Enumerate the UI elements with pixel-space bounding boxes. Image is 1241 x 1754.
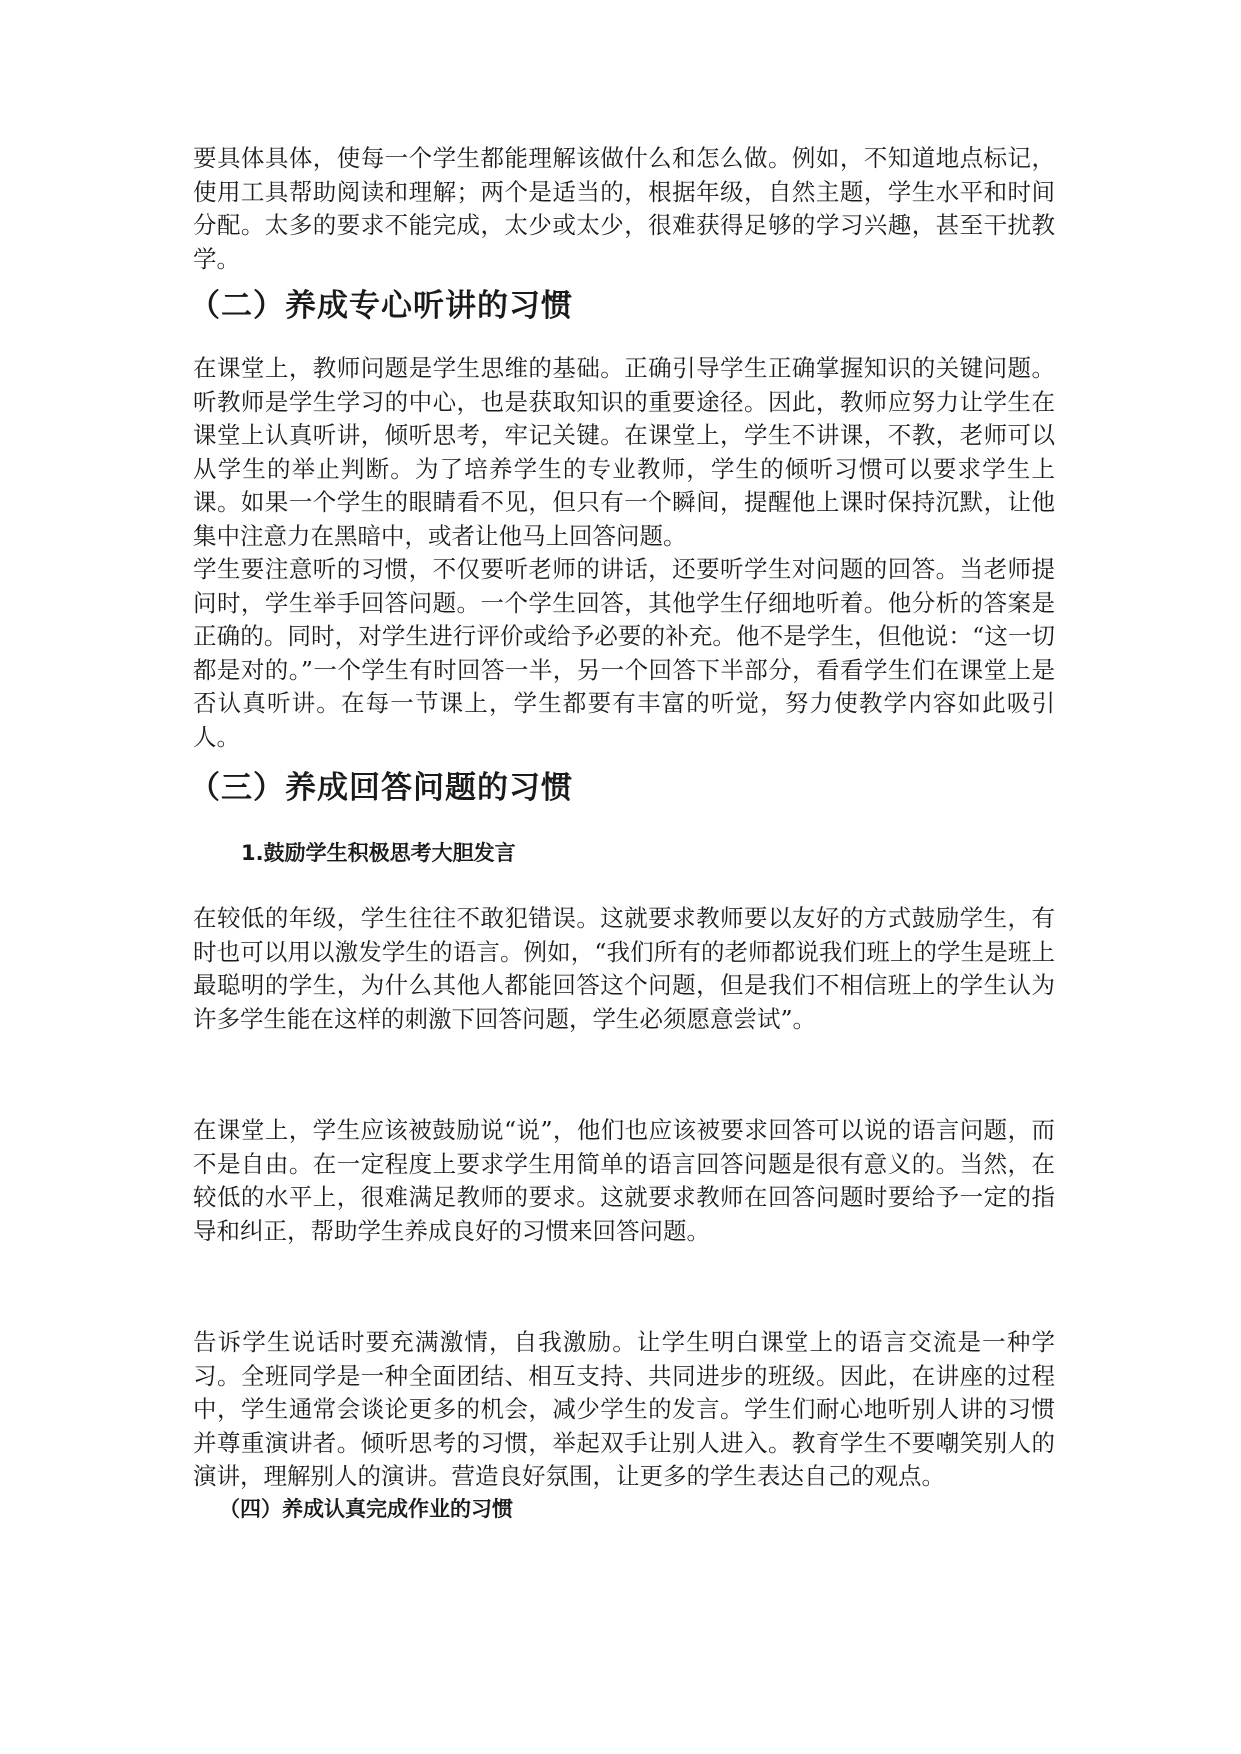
paragraph-lower-grades: 在较低的年级，学生往往不敢犯错误。这就要求教师要以友好的方式鼓励学生，有时也可以用以激发学生的语言。例如，“我们所有的老师都说我们班上的学生是班上最聪明的学生，为什么其他人都能回答这个问题，但是我们不相信班上的学生认为许多学生能在这样的刺激下回答问题，学生必须愿意尝试”。 xyxy=(193,904,1055,1033)
heading-listening-habit: （二）养成专心听讲的习惯 xyxy=(189,288,573,324)
paragraph-listen-to-answers: 学生要注意听的习惯，不仅要听老师的讲话，还要听学生对问题的回答。当老师提问时，学生举手回答问题。一个学生回答，其他学生仔细地听着。他分析的答案是正确的。同时，对学生进行评价或给予必要的补充。他不是学生，但他说：“这一切都是对的。”一个学生有时回答一半，另一个回答下半部分，看看学生们在课堂上是否认真听讲。在每一节课上，学生都要有丰富的听觉，努力使教学内容如此吸引人。 xyxy=(193,555,1055,751)
paragraph-passion-speaking: 告诉学生说话时要充满激情，自我激励。让学生明白课堂上的语言交流是一种学习。全班同学是一种全面团结、相互支持、共同进步的班级。因此，在讲座的过程中，学生通常会谈论更多的机会，减少学生的发言。学生们耐心地听别人讲的习惯并尊重演讲者。倾听思考的习惯，举起双手让别人进入。教育学生不要嘲笑别人的演讲，理解别人的演讲。营造良好氛围，让更多的学生表达自己的观点。 xyxy=(193,1328,1055,1490)
heading-homework-habit: （四）养成认真完成作业的习惯 xyxy=(219,1496,513,1521)
paragraph-encourage-say: 在课堂上，学生应该被鼓励说“说”，他们也应该被要求回答可以说的语言问题，而不是自由。在一定程度上要求学生用简单的语言回答问题是很有意义的。当然，在较低的水平上，很难满足教师的要求。这就要求教师在回答问题时要给予一定的指导和纠正，帮助学生养成良好的习惯来回答问题。 xyxy=(193,1116,1055,1245)
document-page xyxy=(189,142,1055,1524)
subheading-encourage-speaking: 1.鼓励学生积极思考大胆发言 xyxy=(241,841,516,865)
paragraph-task-requirements: 要具体具体，使每一个学生都能理解该做什么和怎么做。例如，不知道地点标记，使用工具帮助阅读和理解；两个是适当的，根据年级，自然主题，学生水平和时间分配。太多的要求不能完成，太少或太少，很难获得足够的学习兴趣，甚至干扰教学。 xyxy=(193,144,1055,273)
heading-answering-habit: （三）养成回答问题的习惯 xyxy=(189,770,573,806)
paragraph-classroom-listening: 在课堂上，教师问题是学生思维的基础。正确引导学生正确掌握知识的关键问题。听教师是学生学习的中心，也是获取知识的重要途径。因此，教师应努力让学生在课堂上认真听讲，倾听思考，牢记关键。在课堂上，学生不讲课，不教，老师可以从学生的举止判断。为了培养学生的专业教师，学生的倾听习惯可以要求学生上课。如果一个学生的眼睛看不见，但只有一个瞬间，提醒他上课时保持沉默，让他集中注意力在黑暗中，或者让他马上回答问题。 xyxy=(193,354,1055,550)
